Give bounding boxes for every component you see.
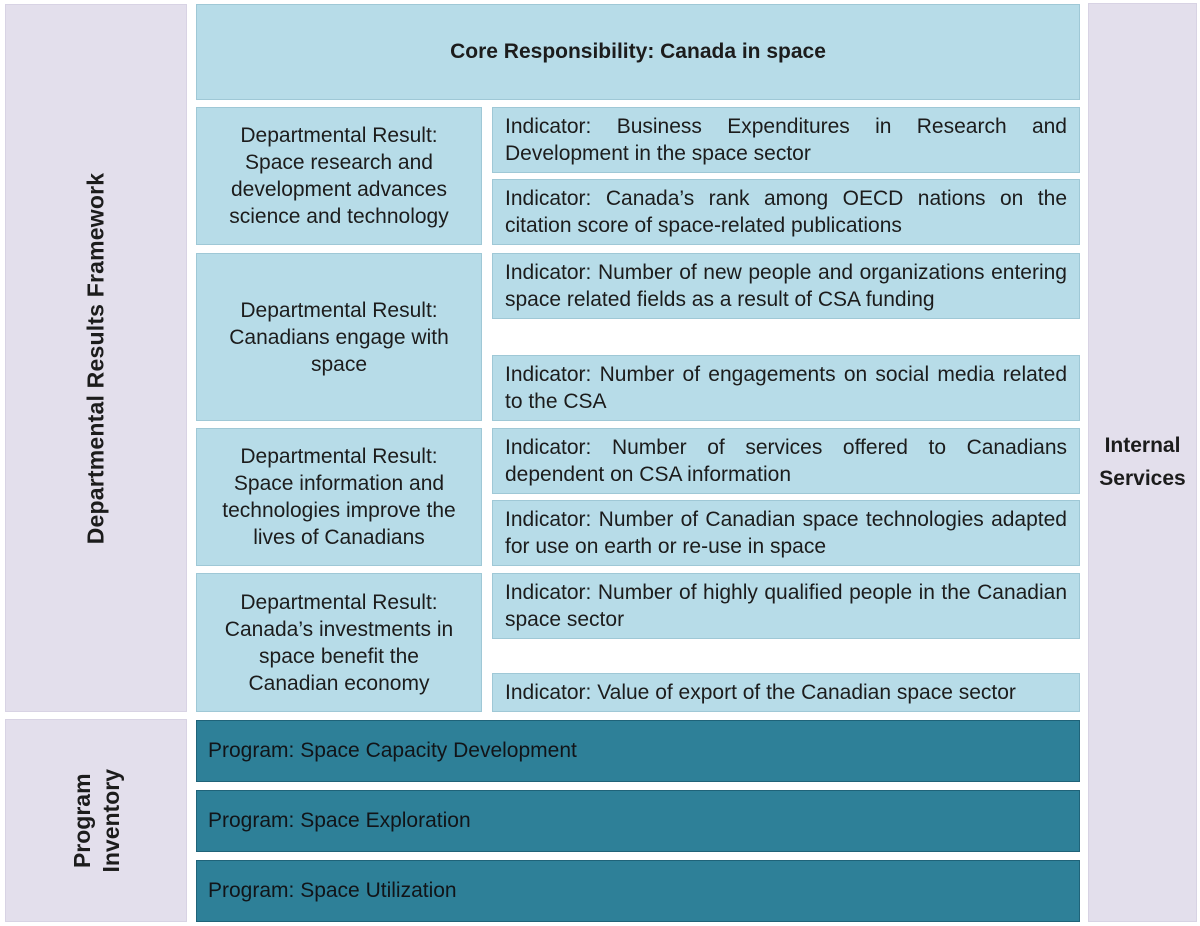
indicator-text: Indicator: Number of engagements on social media related to the CSA — [505, 363, 1067, 413]
indicator-box — [492, 355, 1080, 421]
departmental-result-text: Departmental Result: Space information and technologies improve the lives of Canadians — [222, 445, 456, 549]
program-label: Program: Space Capacity Development — [208, 739, 577, 762]
program-box — [196, 790, 1080, 852]
indicator-box — [492, 428, 1080, 494]
internal-services-label: Internal Services — [1099, 433, 1186, 490]
departmental-result-text: Departmental Result: Canada’s investments in space benefit the Canadian economy — [224, 590, 454, 695]
program-box — [196, 860, 1080, 922]
program-inventory-list — [196, 720, 1080, 922]
sidebar-program-inventory — [5, 719, 187, 922]
indicator-box — [492, 179, 1080, 245]
indicator-text: Indicator: Number of services offered to Canadians dependent on CSA information — [505, 436, 1067, 486]
departmental-result-box — [196, 107, 482, 245]
indicator-box — [492, 253, 1080, 319]
sidebar-pi-label: Program Inventory — [68, 768, 123, 873]
indicator-text: Indicator: Value of export of the Canadian space sector — [505, 681, 1016, 704]
indicator-column — [492, 573, 1080, 712]
program-box — [196, 720, 1080, 782]
program-label: Program: Space Exploration — [208, 809, 471, 832]
core-responsibility-title: Core Responsibility: Canada in space — [450, 40, 826, 63]
result-row-1 — [196, 107, 1080, 245]
indicator-box — [492, 500, 1080, 566]
result-row-4 — [196, 573, 1080, 712]
departmental-result-box — [196, 428, 482, 566]
indicator-text: Indicator: Number of new people and organizations entering space related fields as a result of CSA funding — [505, 261, 1067, 311]
core-responsibility-header — [196, 4, 1080, 100]
indicator-text: Indicator: Business Expenditures in Research and Development in the space sector — [505, 115, 1067, 165]
indicator-text: Indicator: Number of highly qualified people in the Canadian space sector — [505, 581, 1067, 631]
indicator-column — [492, 253, 1080, 421]
indicator-text: Indicator: Number of Canadian space technologies adapted for use on earth or re-use in space — [505, 508, 1067, 558]
internal-services-panel — [1088, 3, 1197, 922]
indicator-text: Indicator: Canada’s rank among OECD nations on the citation score of space-related publications — [505, 187, 1067, 237]
result-row-3 — [196, 428, 1080, 566]
indicator-box — [492, 107, 1080, 173]
result-row-2 — [196, 253, 1080, 421]
departmental-result-text: Departmental Result: Space research and development advances science and technology — [229, 124, 449, 228]
departmental-result-box — [196, 253, 482, 421]
indicator-column — [492, 428, 1080, 566]
sidebar-departmental-results-framework — [5, 4, 187, 712]
sidebar-drf-label: Departmental Results Framework — [82, 172, 109, 544]
departmental-result-text: Departmental Result: Canadians engage with space — [229, 298, 449, 376]
indicator-box — [492, 673, 1080, 712]
departmental-result-box — [196, 573, 482, 712]
program-label: Program: Space Utilization — [208, 879, 457, 902]
indicator-box — [492, 573, 1080, 639]
indicator-column — [492, 107, 1080, 245]
